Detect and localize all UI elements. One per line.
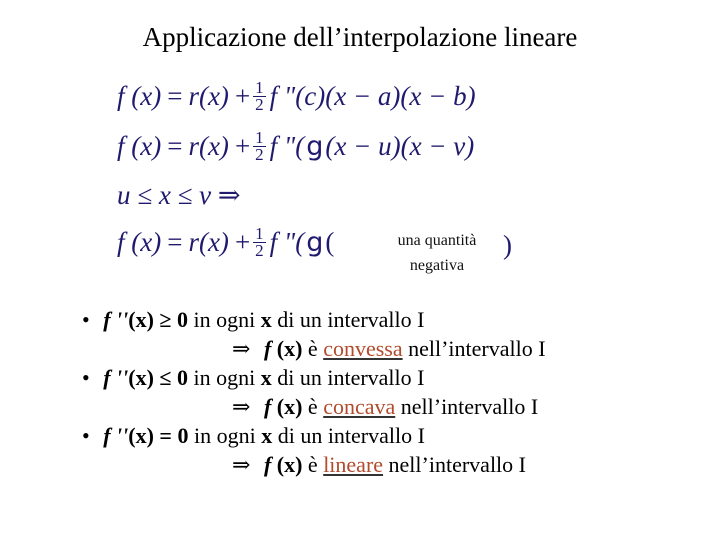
close-paren: ) <box>503 230 512 260</box>
r-of-x: r(x) <box>188 81 229 111</box>
fraction-denominator: 2 <box>255 241 264 260</box>
second-derivative: f '' <box>103 365 129 390</box>
derivative-argument: c <box>304 81 317 111</box>
half-fraction <box>253 80 266 113</box>
bullet-line-3 <box>82 423 425 449</box>
implies-arrow: ⇒ <box>232 336 251 361</box>
plus-sign: + <box>234 81 251 111</box>
text-tail: nell’intervallo I <box>400 394 539 419</box>
second-derivative: f "( <box>269 227 305 257</box>
implication-line-2 <box>232 394 538 420</box>
bullet-line-1 <box>82 307 424 333</box>
fraction-numerator: 1 <box>255 224 264 243</box>
text-in-ogni: in ogni <box>193 365 256 390</box>
text-in-ogni: in ogni <box>193 423 256 448</box>
half-fraction <box>253 226 266 259</box>
function-f: f <box>263 452 272 477</box>
fraction-numerator: 1 <box>255 78 264 97</box>
f-of-x: f (x) <box>117 227 162 257</box>
implies-arrow: ⇒ <box>232 394 251 419</box>
relation: = 0 <box>159 423 189 448</box>
plus-sign: + <box>234 131 251 161</box>
formula-tail: )(x − a)(x − b) <box>316 81 476 111</box>
formula-tail: (x − u)(x − v) <box>325 131 475 161</box>
text-interval: di un intervallo I <box>277 423 425 448</box>
text-tail: nell’intervallo I <box>408 336 546 361</box>
page-title: Applicazione dell’interpolazione lineare <box>142 22 578 52</box>
implication-line-1 <box>232 336 546 362</box>
function-f: f <box>263 336 272 361</box>
second-derivative: f '' <box>103 307 129 332</box>
variable-x: x <box>260 365 272 390</box>
plus-sign: + <box>234 227 251 257</box>
function-f: f <box>263 394 272 419</box>
text-interval: di un intervallo I <box>277 365 425 390</box>
relation: ≥ 0 <box>159 307 188 332</box>
x-arg: (x) <box>128 365 154 390</box>
g-symbol: g <box>306 131 324 162</box>
second-derivative: f '' <box>103 423 129 448</box>
bullet: • <box>82 423 90 448</box>
g-symbol: g <box>306 227 324 258</box>
variable-x: x <box>260 307 272 332</box>
negative-quantity-note: una quantità negativa <box>397 232 477 274</box>
function-arg: (x) <box>276 336 303 361</box>
equals-sign: = <box>167 131 183 161</box>
fraction-denominator: 2 <box>255 145 264 164</box>
fraction-denominator: 2 <box>255 95 264 114</box>
function-arg: (x) <box>276 452 303 477</box>
verb-e: è <box>307 336 318 361</box>
implication-line-3 <box>232 452 526 478</box>
equals-sign: = <box>167 227 183 257</box>
half-fraction <box>253 130 266 163</box>
property-convessa: convessa <box>323 336 403 361</box>
fraction-numerator: 1 <box>255 128 264 147</box>
variable-x: x <box>261 423 273 448</box>
x-arg: (x) <box>128 307 154 332</box>
second-derivative: f "( <box>269 131 305 161</box>
bullet: • <box>82 307 90 332</box>
property-lineare: lineare <box>323 452 384 477</box>
bullet-line-2 <box>82 365 424 391</box>
condition-line: u ≤ x ≤ v ⇒ <box>117 180 241 210</box>
formula-line-2 <box>117 130 474 163</box>
relation: ≤ 0 <box>159 365 188 390</box>
property-concava: concava <box>323 394 396 419</box>
text-in-ogni: in ogni <box>193 307 256 332</box>
second-derivative: f "( <box>269 81 305 111</box>
function-arg: (x) <box>276 394 303 419</box>
verb-e: è <box>307 452 318 477</box>
r-of-x: r(x) <box>188 227 229 257</box>
text-interval: di un intervallo I <box>277 307 425 332</box>
bullet: • <box>82 365 90 390</box>
f-of-x: f (x) <box>117 131 162 161</box>
text-tail: nell’intervallo I <box>388 452 526 477</box>
implies-arrow: ⇒ <box>232 452 251 477</box>
formula-line-1 <box>117 80 476 113</box>
formula-line-4 <box>117 226 334 259</box>
x-arg: (x) <box>128 423 154 448</box>
f-of-x: f (x) <box>117 81 162 111</box>
r-of-x: r(x) <box>188 131 229 161</box>
equals-sign: = <box>167 81 183 111</box>
verb-e: è <box>307 394 318 419</box>
open-paren: ( <box>325 227 335 257</box>
